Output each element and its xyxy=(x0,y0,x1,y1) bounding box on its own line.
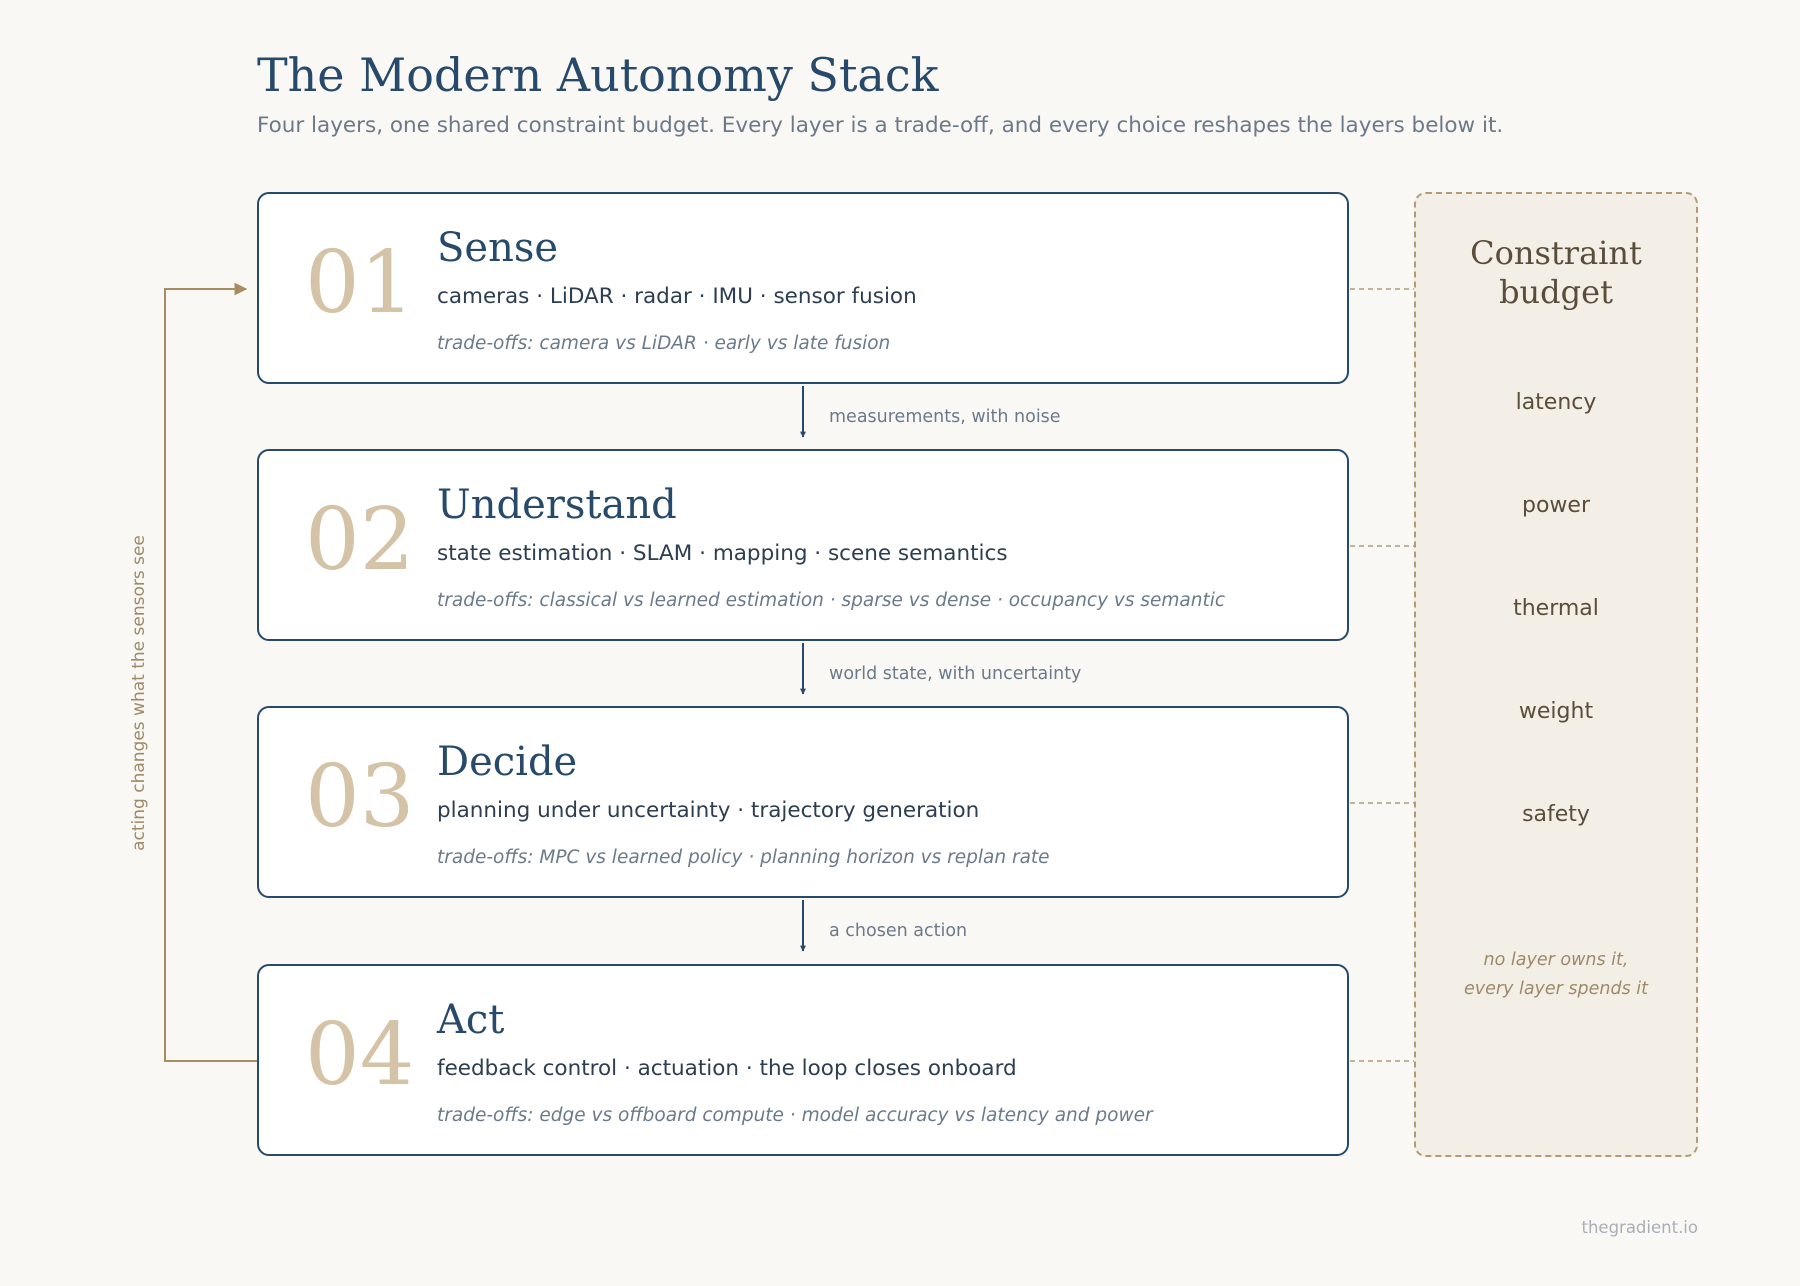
footer-credit: thegradient.io xyxy=(1581,1218,1698,1237)
layer-act xyxy=(257,964,1349,1156)
layer-tradeoffs: trade-offs: camera vs LiDAR · early vs late fusion xyxy=(437,333,891,354)
budget-item-thermal: thermal xyxy=(1513,596,1599,621)
flow-label-action: a chosen action xyxy=(829,921,968,941)
layer-tradeoffs: trade-offs: edge vs offboard compute · model accuracy vs latency and power xyxy=(437,1105,1153,1126)
layer-number: 03 xyxy=(305,747,415,847)
budget-item-latency: latency xyxy=(1515,390,1597,415)
flow-label-world-state: world state, with uncertainty xyxy=(829,664,1082,684)
layer-name: Understand xyxy=(437,482,677,528)
budget-item-safety: safety xyxy=(1522,802,1590,827)
layer-description: feedback control · actuation · the loop closes onboard xyxy=(437,1056,1017,1081)
layer-name: Sense xyxy=(437,225,559,271)
budget-note xyxy=(1416,946,1696,1004)
page-title: The Modern Autonomy Stack xyxy=(257,48,939,102)
layer-understand xyxy=(257,449,1349,641)
layer-tradeoffs: trade-offs: classical vs learned estimation · sparse vs dense · occupancy vs semantic xyxy=(437,590,1226,611)
layer-description: planning under uncertainty · trajectory generation xyxy=(437,798,980,823)
feedback-loop-arrow xyxy=(165,289,257,1061)
layer-sense xyxy=(257,192,1349,384)
layer-tradeoffs: trade-offs: MPC vs learned policy · planning horizon vs replan rate xyxy=(437,847,1050,868)
budget-note-line-2: every layer spends it xyxy=(1463,979,1649,999)
flow-label-measurements: measurements, with noise xyxy=(829,407,1061,427)
layer-number: 01 xyxy=(305,233,415,333)
budget-note-line-1: no layer owns it, xyxy=(1483,950,1629,970)
layer-number: 02 xyxy=(305,490,415,590)
layer-description: state estimation · SLAM · mapping · scene semantics xyxy=(437,541,1008,566)
constraint-budget-panel xyxy=(1414,192,1698,1157)
budget-title-line-2: budget xyxy=(1499,273,1613,311)
page-subtitle: Four layers, one shared constraint budget. Every layer is a trade-off, and every choice reshapes the layers below it. xyxy=(257,113,1504,138)
budget-item-weight: weight xyxy=(1518,699,1594,724)
feedback-loop-label: acting changes what the sensors see xyxy=(129,535,149,851)
budget-item-power: power xyxy=(1522,493,1590,518)
layer-number: 04 xyxy=(305,1005,415,1105)
layer-description: cameras · LiDAR · radar · IMU · sensor fusion xyxy=(437,284,917,309)
budget-title-line-1: Constraint xyxy=(1470,234,1642,272)
layer-name: Act xyxy=(437,997,505,1043)
layer-decide xyxy=(257,706,1349,898)
layer-name: Decide xyxy=(437,739,578,785)
budget-title xyxy=(1416,234,1696,312)
